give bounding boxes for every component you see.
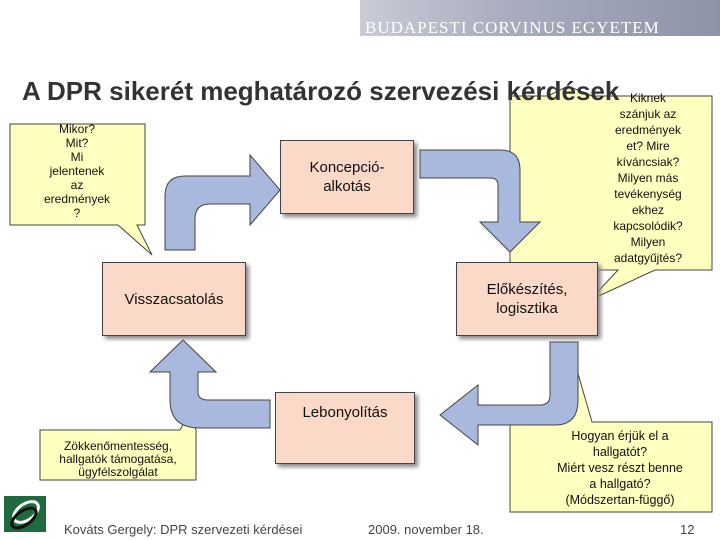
box-implementation bbox=[275, 392, 415, 464]
callout-right-line: ekhez bbox=[631, 203, 665, 217]
callout-left-line: Mikor? bbox=[58, 122, 95, 136]
box-preparation bbox=[456, 262, 598, 336]
arrow-to-feedback bbox=[150, 340, 270, 428]
callout-left bbox=[12, 122, 142, 220]
callout-right-line: Milyen bbox=[630, 235, 666, 249]
slide-title: A DPR sikerét meghatározó szervezési kérdések bbox=[22, 76, 620, 106]
callout-left-line: Mit? bbox=[65, 136, 89, 150]
callout-left-line: az bbox=[70, 178, 84, 192]
callout-bottom-right-line: (Módszertan-függő) bbox=[565, 493, 675, 507]
corvinus-logo bbox=[4, 496, 52, 534]
callout-bottom-left-line: hallgatók támogatása, bbox=[59, 452, 177, 466]
callout-right-line: Milyen más bbox=[617, 171, 679, 185]
footer-date: 2009. november 18. bbox=[368, 522, 484, 537]
callout-bottom-left-line: ügyfélszolgálat bbox=[78, 465, 158, 479]
callout-left-line: Mi bbox=[70, 150, 84, 164]
callout-right-line: szánjuk az bbox=[619, 107, 677, 121]
box-preparation-line: logisztika bbox=[496, 300, 558, 317]
callout-bottom-right-line: Miért vesz részt benne bbox=[557, 461, 683, 475]
callout-right-line: eredmények bbox=[614, 123, 682, 137]
box-concept bbox=[280, 140, 414, 214]
callout-right-line: kapcsolódik? bbox=[613, 219, 683, 233]
callout-left-line: eredmények bbox=[43, 192, 111, 206]
footer-author: Kováts Gergely: DPR szervezeti kérdései bbox=[64, 522, 303, 537]
callout-right-line: Kiknek bbox=[629, 91, 667, 105]
university-banner-text: BUDAPESTI CORVINUS EGYETEM bbox=[365, 18, 660, 37]
box-implementation-label: Lebonyolítás bbox=[302, 404, 388, 421]
callout-bottom-right-line: a hallgató? bbox=[589, 477, 651, 491]
callout-bottom-left-line: Zökkenőmentesség, bbox=[63, 439, 173, 453]
callout-bottom-right bbox=[530, 428, 710, 508]
box-feedback-label: Visszacsatolás bbox=[124, 290, 224, 308]
box-concept-line: alkotás bbox=[323, 178, 371, 195]
callout-right-line: et? Mire bbox=[626, 139, 670, 153]
callout-bottom-right-line: hallgatót? bbox=[592, 445, 648, 459]
callout-bottom-left bbox=[40, 440, 196, 479]
callout-right-line: kíváncsiak? bbox=[616, 155, 680, 169]
callout-left-line: jelentenek bbox=[49, 164, 105, 178]
callout-bottom-right-line: Hogyan érjük el a bbox=[571, 429, 669, 443]
callout-right-line: adatgyűjtés? bbox=[613, 251, 683, 265]
box-feedback bbox=[102, 262, 246, 336]
callout-right-line: tevékenység bbox=[614, 187, 682, 201]
callout-left-line: ? bbox=[73, 206, 81, 220]
footer-page-number: 12 bbox=[680, 522, 695, 537]
box-preparation-line: Előkészítés, bbox=[486, 281, 568, 298]
box-concept-line: Koncepció- bbox=[309, 159, 385, 176]
callout-right bbox=[582, 90, 714, 266]
arrow-to-concept bbox=[165, 155, 280, 250]
